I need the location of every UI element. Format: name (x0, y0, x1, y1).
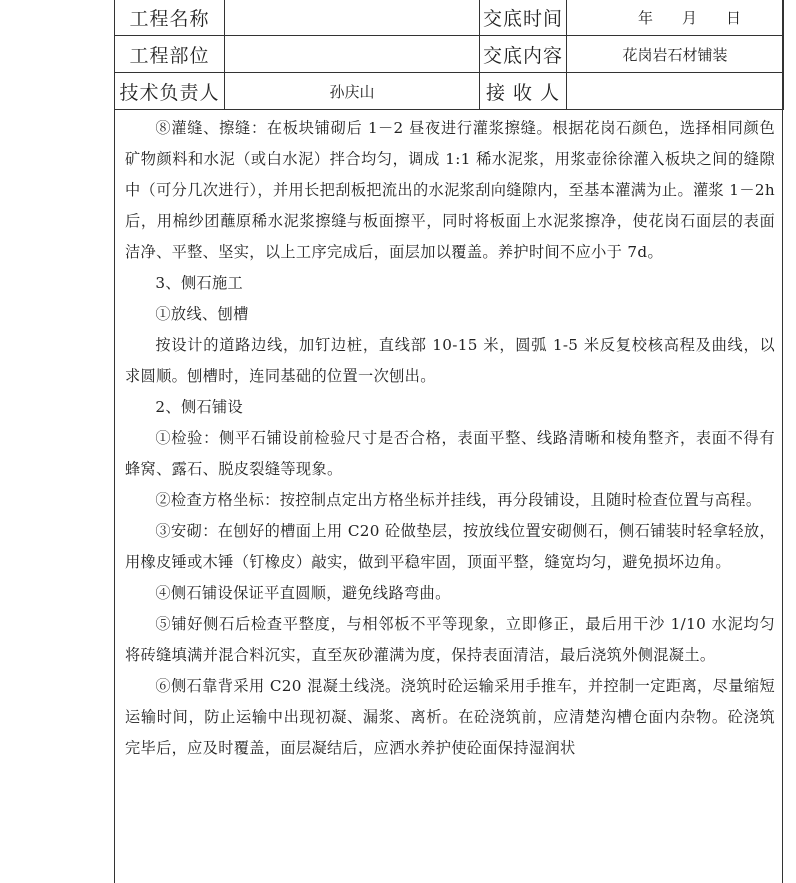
handover-content-label: 交底内容 (480, 36, 567, 73)
handover-time-value (567, 0, 784, 36)
header-table (114, 0, 784, 110)
paragraph-grouting: ⑧灌缝、擦缝：在板块铺砌后 1－2 昼夜进行灌浆擦缝。根据花岗石颜色，选择相同颜色矿物颜料和水泥（或白水泥）拌合均匀，调成 1:1 稀水泥浆，用浆壶徐徐灌入板块之间的缝隙中（可分几次进行），并用长把刮板把流出的水泥浆刮向缝隙内，至基本灌满为止。灌浆 1－2h 后，用棉纱团蘸原稀水泥浆擦缝与板面擦平，同时将板面上水泥浆擦净，使花岗石面层的表面洁净、平整、坚实，以上工序完成后，面层加以覆盖。养护时间不应小于 7d。 (125, 119, 775, 261)
project-name-label: 工程名称 (115, 0, 225, 36)
paragraph-grid-coordinates: ②检查方格坐标：按控制点定出方格坐标并挂线，再分段铺设，且随时检查位置与高程。 (155, 491, 762, 509)
header-row-project-name (115, 0, 784, 36)
date-day: 日 (725, 9, 741, 27)
header-row-tech-lead (115, 73, 784, 110)
paragraph-straightness: ④侧石铺设保证平直圆顺，避免线路弯曲。 (155, 584, 451, 602)
project-part-value (225, 36, 480, 73)
paragraph-installation: ③安砌：在刨好的槽面上用 C20 砼做垫层，按放线位置安砌侧石，侧石铺装时轻拿轻放，用橡皮锤或木锤（钉橡皮）敲实，做到平稳牢固，顶面平整，缝宽均匀，避免损坏边角。 (125, 522, 775, 571)
heading-curb-construction: 3、侧石施工 (155, 274, 244, 292)
date-month: 月 (681, 9, 697, 27)
handover-content-value: 花岗岩石材铺装 (567, 36, 784, 73)
paragraph-layout-trenching: 按设计的道路边线，加钉边桩，直线部 10-15 米，圆弧 1-5 米反复校核高程及曲线，以求圆顺。刨槽时，连同基础的位置一次刨出。 (125, 336, 775, 385)
handover-body (125, 113, 775, 764)
handover-time-label: 交底时间 (480, 0, 567, 36)
paragraph-inspection: ①检验：侧平石铺设前检验尺寸是否合格，表面平整、线路清晰和棱角整齐，表面不得有蜂窝、露石、脱皮裂缝等现象。 (125, 429, 775, 478)
paragraph-flatness-check: ⑤铺好侧石后检查平整度，与相邻板不平等现象，立即修正，最后用干沙 1/10 水泥均匀将砖缝填满并混合料沉实，直至灰砂灌满为度，保持表面清洁，最后浇筑外侧混凝土。 (125, 615, 775, 664)
project-name-value (225, 0, 480, 36)
project-part-label: 工程部位 (115, 36, 225, 73)
header-row-project-part (115, 36, 784, 73)
date-year: 年 (637, 9, 653, 27)
heading-curb-laying: 2、侧石铺设 (155, 398, 244, 416)
subheading-layout-trenching: ①放线、刨槽 (155, 305, 249, 323)
paragraph-backing-concrete: ⑥侧石靠背采用 C20 混凝土线浇。浇筑时砼运输采用手推车，并控制一定距离，尽量缩短运输时间，防止运输中出现初凝、漏浆、离析。在砼浇筑前，应清楚沟槽仓面内杂物。砼浇筑完毕后，应及时覆盖，面层凝结后，应洒水养护使砼面保持湿润状 (125, 677, 775, 757)
receiver-value (567, 73, 784, 110)
receiver-label: 接 收 人 (480, 73, 567, 110)
tech-lead-value: 孙庆山 (225, 73, 480, 110)
tech-lead-label: 技术负责人 (115, 73, 225, 110)
